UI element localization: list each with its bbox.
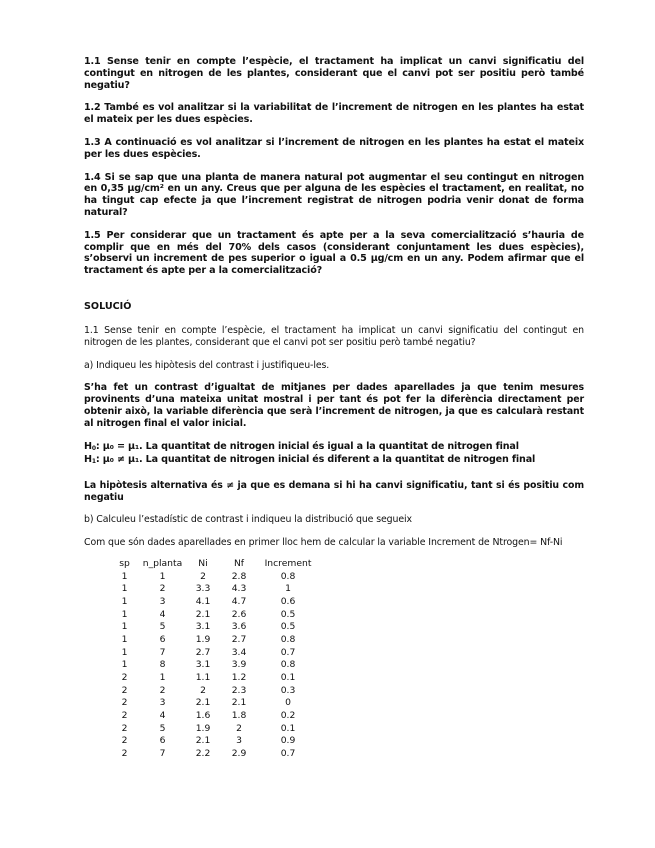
cell-sp: 2 (121, 735, 128, 747)
cell-n-planta: 7 (159, 748, 166, 760)
cell-ni: 2.1 (195, 697, 211, 709)
alternative-hypothesis (84, 454, 584, 468)
cell-increment: 0.6 (280, 595, 296, 607)
cell-nf: 2.6 (231, 608, 247, 620)
cell-nf: 3.6 (231, 621, 247, 633)
h1-label: H (84, 454, 92, 466)
h1-subscript: 1 (91, 458, 96, 466)
alternative-explanation: La hipòtesis alternativa és ≠ ja que es demana si hi ha canvi significatiu, tant si és positiu com negatiu (84, 479, 584, 503)
cell-sp: 2 (121, 748, 128, 760)
cell-nf: 3.4 (231, 646, 247, 658)
cell-increment: 0.2 (280, 710, 296, 722)
table-row (114, 620, 314, 633)
cell-nf: 4.3 (231, 583, 247, 595)
cell-ni: 4.1 (195, 595, 211, 607)
cell-n-planta: 8 (159, 659, 166, 671)
question-1-3: 1.3 A continuació es vol analitzar si l’increment de nitrogen en les plantes ha estat el mateix per les dues espècies. (84, 136, 584, 160)
cell-increment: 0.8 (280, 659, 296, 671)
table-row (114, 684, 314, 697)
cell-sp: 1 (121, 595, 128, 607)
h1-equation: : μ₀ ≠ μ₁. (95, 454, 143, 466)
cell-sp: 1 (121, 659, 128, 671)
cell-increment: 0.1 (280, 722, 296, 734)
header-ni: Ni (198, 557, 208, 569)
cell-increment: 0.8 (280, 570, 296, 582)
cell-ni: 3.3 (195, 583, 211, 595)
table-row (114, 709, 314, 722)
cell-n-planta: 1 (159, 672, 166, 684)
h0-label: H (84, 440, 92, 452)
cell-nf: 2.1 (231, 697, 247, 709)
cell-increment: 0 (285, 697, 291, 709)
cell-ni: 1.6 (195, 710, 211, 722)
cell-n-planta: 2 (159, 583, 166, 595)
cell-nf: 2.7 (231, 633, 247, 645)
cell-sp: 2 (121, 672, 128, 684)
cell-nf: 4.7 (231, 595, 247, 607)
cell-sp: 1 (121, 608, 128, 620)
table-header-row (114, 557, 314, 570)
cell-increment: 1 (285, 583, 291, 595)
table-row (114, 608, 314, 621)
cell-sp: 2 (121, 684, 128, 696)
cell-sp: 2 (121, 722, 128, 734)
question-1-4: 1.4 Si se sap que una planta de manera natural pot augmentar el seu contingut en nitrogen en 0,35 µg/cm² en un any. Creus que per alguna de les espècies el tractament, en realitat, no ha tingut cap efecte ja que l’increment registrat de nitrogen podria venir donat de forma natural? (84, 171, 584, 218)
cell-n-planta: 4 (159, 608, 166, 620)
cell-n-planta: 3 (159, 697, 166, 709)
cell-n-planta: 7 (159, 646, 166, 658)
cell-nf: 1.2 (231, 672, 247, 684)
cell-increment: 0.5 (280, 608, 296, 620)
cell-sp: 1 (121, 621, 128, 633)
cell-nf: 2.3 (231, 684, 247, 696)
table-row (114, 595, 314, 608)
cell-sp: 1 (121, 633, 128, 645)
cell-n-planta: 5 (159, 621, 166, 633)
h0-text: La quantitat de nitrogen inicial és igual a la quantitat de nitrogen final (142, 440, 519, 452)
cell-increment: 0.1 (280, 672, 296, 684)
cell-ni: 2.7 (195, 646, 211, 658)
cell-ni: 2.2 (195, 748, 211, 760)
cell-sp: 2 (121, 710, 128, 722)
header-nf: Nf (233, 557, 245, 569)
h0-subscript: 0 (91, 444, 96, 452)
table-row (114, 646, 314, 659)
cell-increment: 0.7 (280, 646, 296, 658)
solution-question-1-1: 1.1 Sense tenir en compte l’espècie, el tractament ha implicat un canvi significatiu del contingut en nitrogen de les plantes, considerant que el canvi pot ser positiu però també negatiu? (84, 324, 584, 348)
cell-nf: 3 (236, 735, 242, 747)
cell-increment: 0.7 (280, 748, 296, 760)
question-1-2: 1.2 També es vol analitzar si la variabilitat de l’increment de nitrogen en les plantes ha estat el mateix per les dues espècies. (84, 102, 584, 126)
table-row (114, 697, 314, 710)
table-row (114, 671, 314, 684)
cell-ni: 1.1 (195, 672, 211, 684)
solution-title: SOLUCIÓ (84, 300, 132, 312)
cell-increment: 0.5 (280, 621, 296, 633)
table-row (114, 570, 314, 583)
cell-n-planta: 3 (159, 595, 166, 607)
cell-n-planta: 6 (159, 735, 166, 747)
cell-increment: 0.3 (280, 684, 296, 696)
cell-ni: 2.1 (195, 735, 211, 747)
table-row (114, 633, 314, 646)
cell-ni: 2 (200, 570, 206, 582)
header-increment: Increment (264, 557, 312, 569)
cell-sp: 1 (121, 583, 128, 595)
cell-increment: 0.9 (280, 735, 296, 747)
part-b-intro: Com que són dades aparellades en primer lloc hem de calcular la variable Increment de Ntrogen= Nf-Ni (84, 537, 563, 549)
cell-n-planta: 5 (159, 722, 166, 734)
cell-n-planta: 4 (159, 710, 166, 722)
cell-increment: 0.8 (280, 633, 296, 645)
document-page (84, 56, 584, 560)
cell-nf: 3.9 (231, 659, 247, 671)
cell-ni: 1.9 (195, 722, 211, 734)
table-row (114, 747, 314, 760)
nitrogen-data-table (114, 557, 314, 760)
table-row (114, 659, 314, 672)
cell-ni: 3.1 (195, 659, 211, 671)
cell-ni: 3.1 (195, 621, 211, 633)
cell-ni: 1.9 (195, 633, 211, 645)
cell-nf: 2.9 (231, 748, 247, 760)
null-hypothesis (84, 441, 584, 455)
table-row (114, 722, 314, 735)
cell-ni: 2 (200, 684, 206, 696)
cell-sp: 1 (121, 646, 128, 658)
cell-nf: 1.8 (231, 710, 247, 722)
cell-ni: 2.1 (195, 608, 211, 620)
cell-nf: 2.8 (231, 570, 247, 582)
hypotheses (84, 441, 584, 468)
question-1-5: 1.5 Per considerar que un tractament és apte per a la seva comercialització s’hauria de complir que en més del 70% dels casos (considerant conjuntament les dues espècies), s’observi un increment de pes superior o igual a 0.5 µg/cm en un any. Podem afirmar que el tractament és apte per a la comercialització? (84, 229, 584, 277)
header-sp: sp (119, 557, 130, 569)
cell-nf: 2 (236, 722, 242, 734)
table-body (114, 570, 314, 760)
cell-n-planta: 1 (159, 570, 166, 582)
cell-n-planta: 2 (159, 684, 166, 696)
question-1-1: 1.1 Sense tenir en compte l’espècie, el tractament ha implicat un canvi significatiu del contingut en nitrogen de les plantes, considerant que el canvi pot ser positiu però també negatiu? (84, 56, 584, 91)
cell-sp: 2 (121, 697, 128, 709)
answer-a-text: S’ha fet un contrast d’igualtat de mitjanes per dades aparellades ja que tenim mesures provinents d’una mateixa unitat mostral i per tant és pot fer la diferència directament per obtenir això, la variable diferència que serà l’increment de nitrogen, ja que es calcularà restant al nitrogen final el valor inicial. (84, 382, 584, 429)
h1-text: La quantitat de nitrogen inicial és diferent a la quantitat de nitrogen final (142, 454, 536, 466)
part-b-heading: b) Calculeu l’estadístic de contrast i indiqueu la distribució que segueix (84, 514, 412, 526)
cell-sp: 1 (121, 570, 128, 582)
table-row (114, 735, 314, 748)
h0-equation: : μ₀ = μ₁. (95, 440, 143, 452)
part-a-heading: a) Indiqueu les hipòtesis del contrast i justifiqueu-les. (84, 359, 330, 371)
cell-n-planta: 6 (159, 633, 166, 645)
table-row (114, 582, 314, 595)
header-n-planta: n_planta (142, 557, 183, 569)
